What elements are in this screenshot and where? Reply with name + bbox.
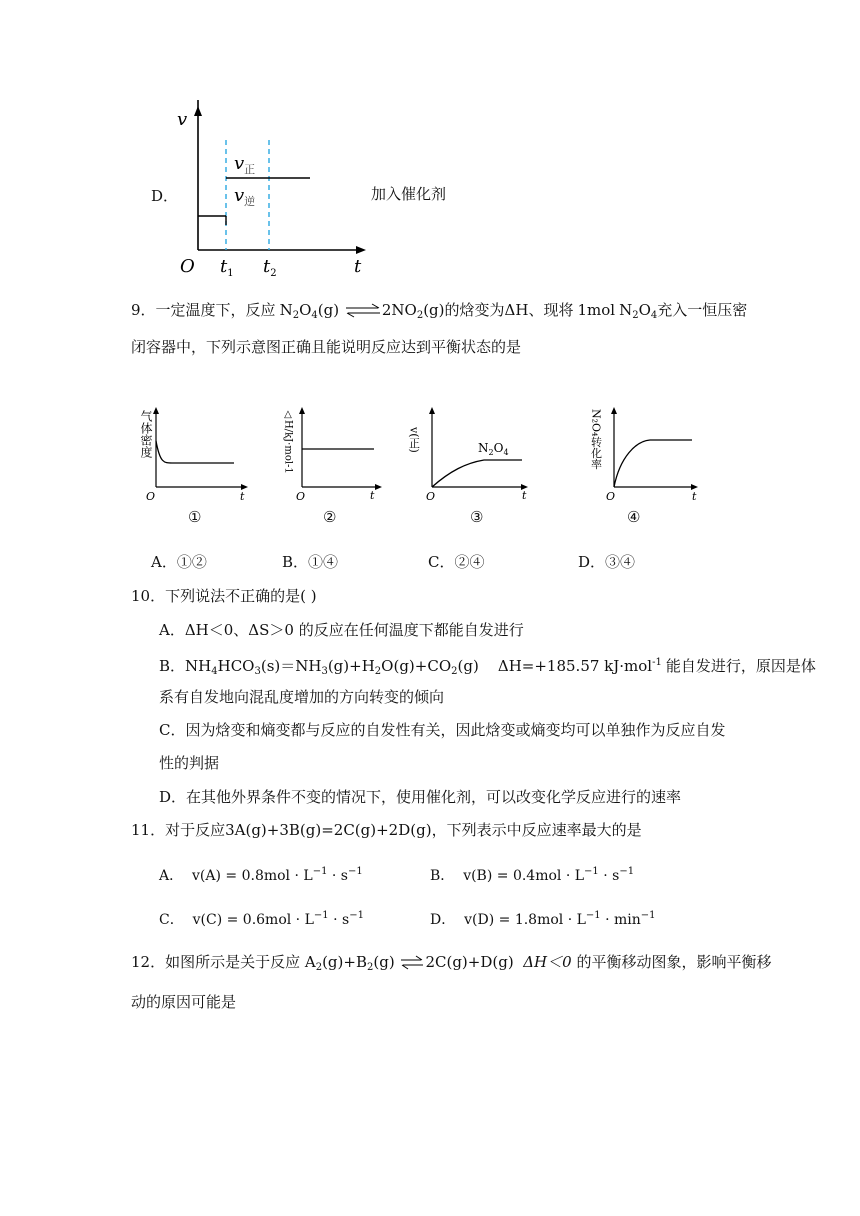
q8d-v-fwd-label: $v_正$ <box>234 153 256 176</box>
q11-option-a: A． $v(A) = 0.8mol \cdot L^{-1} \cdot s^{-1}$ <box>159 866 363 884</box>
q9-option-a: A．①② <box>151 553 207 571</box>
q11-stem: 11．对于反应3A(g)+3B(g)=2C(g)+2D(g)，下列表示中反应速率最大的是 <box>131 821 642 839</box>
q8d-origin: O <box>180 256 195 277</box>
q9-graph-1 <box>138 405 256 501</box>
q11-option-c: C． $v(C) = 0.6mol \cdot L^{-1} \cdot s^{-1}$ <box>159 910 364 928</box>
q9-line2: 闭容器中，下列示意图正确且能说明反应达到平衡状态的是 <box>131 338 522 356</box>
q10-option-a: A．ΔH＜0、ΔS＞0 的反应在任何温度下都能自发进行 <box>159 621 524 639</box>
q9-graph-2 <box>284 405 384 501</box>
q9-graph-3-ylabel: v(正) <box>407 427 421 453</box>
q12-equilibrium-arrow-icon <box>399 956 425 970</box>
q8d-y-label: v <box>177 109 188 130</box>
q9-option-b: B．①④ <box>282 553 339 571</box>
q9-graph-2-x: t <box>370 489 375 502</box>
q10-option-b-line2: 系有自发地向混乱度增加的方向转变的倾向 <box>159 688 445 706</box>
q9-graph-3-x: t <box>522 489 527 502</box>
q8d-y-arrow <box>194 106 202 116</box>
q9-graph-2-ylabel: △H/kJ·mol -1 <box>282 409 294 474</box>
q9-graph-4-ylabel: N₂O₄转化率 <box>589 409 603 470</box>
q8d-v-rev-label: $v_逆$ <box>234 185 256 208</box>
q9-graph-2-origin: O <box>296 490 306 503</box>
q9-graph-4-caption: ④ <box>627 508 641 526</box>
q8d-x-arrow <box>356 246 366 254</box>
q9-graph-3-curve-label: $N_2O_4$ <box>478 441 509 457</box>
q9-graph-1-curve <box>156 441 234 463</box>
q9-equilibrium-arrow-icon <box>344 304 382 318</box>
q10-option-b-line1: B．$NH_4HCO_3(s)=NH_3(g)+H_2O(g)+CO_2(g)$ ΔH=+185.57 kJ·mol$^{-1}$ 能自发进行，原因是体 <box>159 657 816 677</box>
q9-graph-1-caption: ① <box>188 508 202 526</box>
q9-graph-1-origin: O <box>146 490 156 503</box>
q9-graph-4-x: t <box>692 490 697 503</box>
q9-graph-1-x: t <box>240 490 245 503</box>
q9-graph-4-origin: O <box>606 490 616 503</box>
q8d-x-label: t <box>354 256 362 277</box>
q9-line1: 9．一定温度下，反应 $N_2O_4(g)$ $2NO_2(g)$的焓变为ΔH、现将 1mol $N_2O_4$充入一恒压密 <box>131 301 748 321</box>
q8d-option-label: D． <box>151 187 179 205</box>
q9-graph-4-curve <box>614 440 692 487</box>
q9-graph-3-origin: O <box>426 490 436 503</box>
q8d-t1-label: $t_1$ <box>220 256 234 279</box>
q10-option-d: D．在其他外界条件不变的情况下，使用催化剂，可以改变化学反应进行的速率 <box>159 788 682 806</box>
q12-line2: 动的原因可能是 <box>131 993 237 1011</box>
q11-option-d: D． $v(D) = 1.8mol \cdot L^{-1} \cdot \min^{-1}$ <box>430 910 656 928</box>
q8d-graph <box>168 100 378 282</box>
q10-option-c-line1: C．因为焓变和熵变都与反应的自发性有关，因此焓变或熵变均可以单独作为反应自发 <box>159 721 726 739</box>
q9-graph-4 <box>589 405 704 503</box>
q8d-t2-label: $t_2$ <box>263 256 277 279</box>
q10-stem: 10．下列说法不正确的是( ) <box>131 587 317 605</box>
q9-graph-3 <box>407 405 532 503</box>
q9-graph-2-caption: ② <box>323 508 337 526</box>
q12-line1: 12．如图所示是关于反应 $A_2(g)+B_2(g)$ 2C(g)+D(g) ΔH＜0 的平衡移动图象，影响平衡移 <box>131 953 772 973</box>
q11-option-b: B． $v(B) = 0.4mol \cdot L^{-1} \cdot s^{-1}$ <box>430 866 635 884</box>
q9-graph-1-ylabel: 气体密度 <box>139 410 153 458</box>
q9-option-c: C．②④ <box>428 553 485 571</box>
q9-option-d: D．③④ <box>578 553 636 571</box>
q9-graph-3-caption: ③ <box>470 508 484 526</box>
q10-option-c-line2: 性的判据 <box>159 754 220 772</box>
q9-graph-3-curve <box>432 460 522 487</box>
q8d-caption: 加入催化剂 <box>371 185 447 203</box>
